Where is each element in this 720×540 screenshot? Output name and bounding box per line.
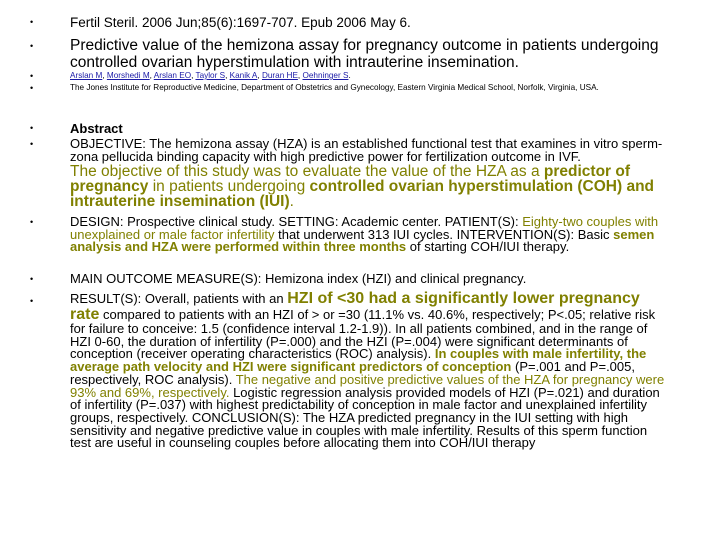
results-emphasis: In couples with male infertility, the average path velocity and HZI were significant predictors of conception xyxy=(70,346,647,375)
design-text: DESIGN: Prospective clinical study. SETTING: Academic center. PATIENT(S): xyxy=(70,214,523,229)
author-separator: , xyxy=(149,71,154,80)
results-text: compared to patients with an HZI of > or =30 (11.1% vs. 40.6%, respectively; P<.05; relative risk for failure to conceive: 1.5 (confidence interval 1.2-1.9)). In all patients combined, and in the range of HZI 0-60, the duration of infertility (P=.000) and the HZI (P=.004) were significant determinants of conception (receiver operating characteristics (ROC) analysis). xyxy=(70,307,656,362)
results-text: (P=.001 and P=.005, respectively, ROC analysis). xyxy=(70,359,635,387)
author-link[interactable]: Duran HE xyxy=(261,71,298,80)
author-end: . xyxy=(348,71,351,80)
author-link[interactable]: Arslan EO xyxy=(153,71,192,80)
bullet: • xyxy=(30,217,34,227)
article-title: Predictive value of the hemizona assay for pregnancy outcome in patients undergoing controlled ovarian hyperstimulation with intrauterine insemination. xyxy=(70,37,659,71)
results-paragraph xyxy=(70,291,670,450)
bullet: • xyxy=(30,139,34,149)
bullet: • xyxy=(30,274,34,284)
objective-emphasis: predictor of pregnancy xyxy=(70,163,631,196)
bullet: • xyxy=(30,71,34,81)
design-emphasis: semen analysis and HZA were performed within three months xyxy=(70,226,655,255)
author-link[interactable]: Oehninger S xyxy=(302,71,349,80)
bullet: • xyxy=(30,17,34,27)
design-text: that underwent 313 IUI cycles. INTERVENTION(S): Basic xyxy=(274,226,614,242)
author-link[interactable]: Taylor S xyxy=(195,71,226,80)
author-link[interactable]: Kanik A xyxy=(229,71,258,80)
objective-emphasis: controlled ovarian hyperstimulation (COH) and intrauterine insemination (IUI) xyxy=(70,178,655,211)
design-paragraph xyxy=(70,216,670,254)
objective-aim xyxy=(70,164,675,209)
bullet: • xyxy=(30,83,34,93)
results-text: RESULT(S): Overall, patients with an xyxy=(70,291,288,306)
objective-paragraph xyxy=(70,138,675,209)
main-outcome: MAIN OUTCOME MEASURE(S): Hemizona index (HZI) and clinical pregnancy. xyxy=(70,271,527,286)
results-highlight: The negative and positive predictive values of the HZA for pregnancy were 93% and 69%, respectively. xyxy=(70,371,665,400)
design-text: of starting COH/IUI therapy. xyxy=(406,239,570,255)
author-separator: , xyxy=(102,71,107,80)
author-separator: , xyxy=(225,71,230,80)
author-list xyxy=(70,71,670,81)
author-separator: , xyxy=(257,71,262,80)
author-link[interactable]: Morshedi M xyxy=(106,71,150,80)
author-separator: , xyxy=(297,71,303,80)
objective-lead: OBJECTIVE: The hemizona assay (HZA) is an established functional test that examines in vitro sperm-zona pellucida binding capacity with high predictive power for fertilization outcome in IVF. xyxy=(70,136,663,164)
author-separator: , xyxy=(191,71,196,80)
objective-text: in patients undergoing xyxy=(148,178,310,196)
bullet: • xyxy=(30,296,34,306)
results-key-finding: HZI of <30 had a significantly lower pregnancy rate xyxy=(70,290,640,323)
author-link[interactable]: Arslan M xyxy=(70,71,103,80)
objective-text: The objective of this study was to evaluate the value of the HZA as a xyxy=(70,163,544,181)
bullet: • xyxy=(30,123,34,133)
bullet: • xyxy=(30,41,34,51)
design-highlight: Eighty-two couples with unexplained or male factor infertility xyxy=(70,214,659,242)
results-text: Logistic regression analysis provided models of HZI (P=.021) and duration of infertility (P=.037) with highest predictability of conception in male factor and unexplained infertility groups, respectively. CONCLUSION(S): The HZA predicted pregnancy in the IUI setting with high sensitivity and negative predictive value in couples with male infertility. Results of this sperm function test are useful in counseling couples before allocating them into COH/IUI therapy xyxy=(70,384,660,451)
abstract-heading: Abstract xyxy=(70,121,123,136)
objective-text: . xyxy=(289,193,294,211)
citation: Fertil Steril. 2006 Jun;85(6):1697-707. Epub 2006 May 6. xyxy=(70,15,411,30)
affiliation: The Jones Institute for Reproductive Medicine, Department of Obstetrics and Gynecology, Eastern Virginia Medical School, Norfolk, Virginia, USA. xyxy=(70,83,599,92)
